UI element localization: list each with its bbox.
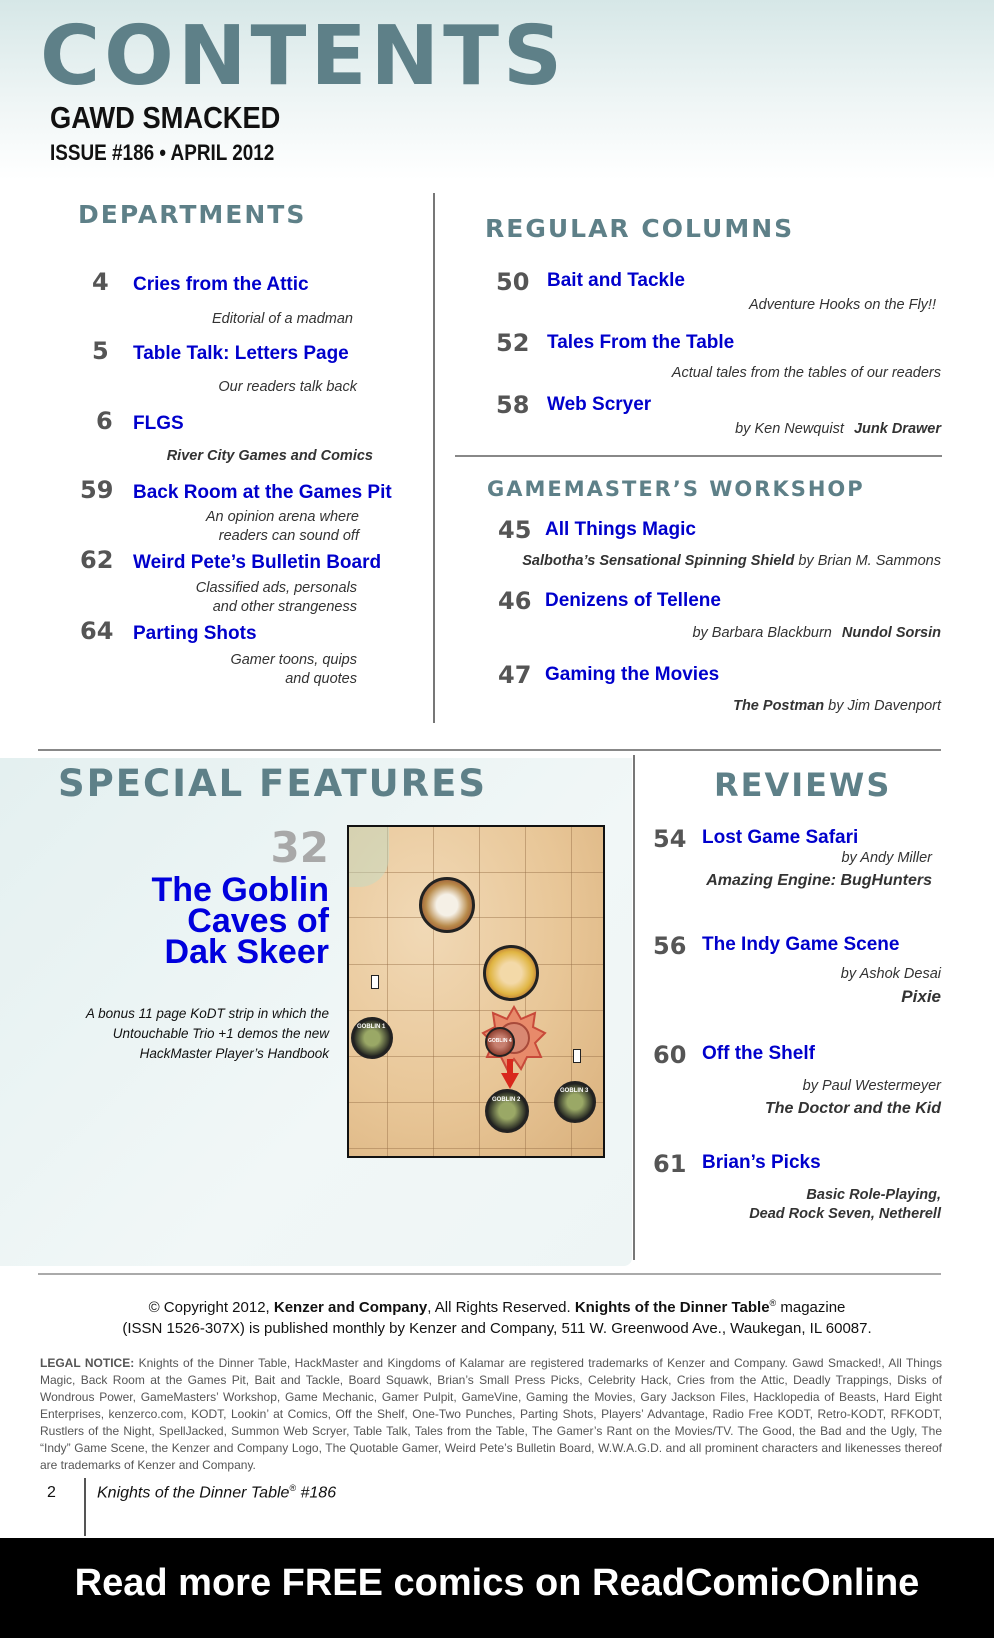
review-subject: Dead Rock Seven, Netherell: [749, 1206, 941, 1222]
publisher-name: Kenzer and Company: [273, 1299, 428, 1316]
review-author: by Ashok Desai: [840, 966, 941, 982]
feature-page-number: 32: [270, 823, 329, 872]
department-title[interactable]: FLGS: [133, 413, 184, 434]
footer-issue: #186: [296, 1484, 337, 1502]
review-page-number: 54: [653, 825, 687, 853]
review-author: by Paul Westermeyer: [802, 1078, 941, 1094]
feature-description-line: HackMaster Player’s Handbook: [139, 1046, 329, 1061]
workshop-description: [522, 552, 941, 571]
feature-item[interactable]: [0, 825, 329, 1064]
review-author: by Andy Miller: [841, 850, 932, 866]
registered-mark: ®: [289, 1483, 297, 1493]
department-title[interactable]: Back Room at the Games Pit: [133, 482, 392, 503]
department-title[interactable]: Parting Shots: [133, 623, 257, 644]
workshop-page-number: 47: [498, 661, 532, 689]
column-title[interactable]: Web Scryer: [547, 394, 652, 415]
review-title[interactable]: Brian’s Picks: [702, 1152, 821, 1173]
review-subject: Pixie: [901, 987, 941, 1006]
column-page-number: 52: [496, 329, 530, 357]
department-description: Classified ads, personals: [195, 580, 357, 596]
column-divider: [633, 755, 635, 1260]
review-page-number: 61: [653, 1150, 687, 1178]
workshop-title[interactable]: Denizens of Tellene: [545, 590, 721, 611]
map-water-area: [349, 827, 389, 887]
department-page-number: 6: [96, 407, 113, 435]
reviews-heading: REVIEWS: [714, 766, 892, 804]
copyright-text: © Copyright 2012,: [148, 1299, 274, 1316]
workshop-title[interactable]: Gaming the Movies: [545, 664, 720, 685]
gm-workshop-heading: GAMEMASTER’S WORKSHOP: [487, 477, 865, 501]
section-divider: [455, 455, 942, 457]
goblin-label: GOBLIN 4: [488, 1038, 512, 1044]
department-title[interactable]: Table Talk: Letters Page: [133, 343, 349, 364]
goblin-token: [485, 1089, 529, 1133]
goblin-token: [485, 1027, 515, 1057]
page-title: CONTENTS: [40, 9, 567, 104]
department-page-number: 59: [80, 476, 114, 504]
departments-heading: DEPARTMENTS: [78, 200, 307, 229]
review-subject: Amazing Engine: BugHunters: [706, 872, 932, 889]
workshop-description: [692, 624, 941, 643]
column-description: [735, 420, 941, 439]
department-description: readers can sound off: [218, 528, 359, 544]
column-page-number: 50: [496, 268, 530, 296]
column-title[interactable]: Bait and Tackle: [547, 270, 685, 291]
column-author: by Ken Newquist: [735, 421, 844, 437]
copyright-notice: [0, 1293, 994, 1339]
department-page-number: 5: [92, 337, 109, 365]
dwarf-token: [419, 877, 475, 933]
department-page-number: 62: [80, 546, 114, 574]
column-topic: Junk Drawer: [853, 421, 941, 437]
footer-divider: [84, 1478, 86, 1536]
goblin-label: GOBLIN 3: [560, 1088, 589, 1094]
department-description: Our readers talk back: [218, 379, 357, 395]
feature-title[interactable]: [0, 871, 329, 971]
workshop-topic: Nundol Sorsin: [841, 625, 941, 641]
column-page-number: 58: [496, 391, 530, 419]
review-page-number: 56: [653, 932, 687, 960]
department-description: An opinion arena where: [205, 509, 359, 525]
workshop-topic: The Postman: [733, 698, 825, 714]
department-title[interactable]: Cries from the Attic: [133, 274, 309, 295]
goblin-label: GOBLIN 2: [492, 1097, 521, 1103]
exclamation-icon: [573, 1049, 581, 1063]
review-title[interactable]: Lost Game Safari: [702, 827, 859, 848]
page-number: 2: [47, 1484, 56, 1501]
comic-preview-image: [347, 825, 605, 1158]
regular-columns-heading: REGULAR COLUMNS: [485, 214, 795, 243]
department-description: River City Games and Comics: [166, 448, 373, 464]
footer-magazine-title: [97, 1483, 336, 1502]
magazine-name: Knights of the Dinner Table: [574, 1299, 770, 1316]
workshop-author: by Jim Davenport: [828, 698, 941, 714]
review-title[interactable]: Off the Shelf: [702, 1043, 815, 1064]
goblin-token: [351, 1017, 393, 1059]
department-title[interactable]: Weird Pete’s Bulletin Board: [133, 552, 382, 573]
workshop-author: by Barbara Blackburn: [692, 625, 832, 641]
feature-description-line: Untouchable Trio +1 demos the new: [112, 1026, 329, 1041]
department-description: Gamer toons, quips: [230, 652, 357, 668]
arrow-down-icon: [501, 1059, 519, 1089]
column-description: Actual tales from the tables of our readers: [671, 365, 941, 381]
column-title[interactable]: Tales From the Table: [547, 332, 735, 353]
column-divider: [433, 193, 435, 723]
copyright-text: magazine: [776, 1299, 846, 1316]
workshop-topic: Salbotha’s Sensational Spinning Shield: [522, 553, 795, 569]
feature-description-line: A bonus 11 page KoDT strip in which the: [85, 1006, 329, 1021]
workshop-page-number: 45: [498, 516, 532, 544]
review-subject: Basic Role-Playing,: [806, 1187, 941, 1203]
goblin-token: [554, 1081, 596, 1123]
feature-title-line: The Goblin: [151, 871, 329, 909]
copyright-line: (ISSN 1526-307X) is published monthly by Kenzer and Company, 511 W. Greenwood Ave., Waukegan, IL 60087.: [122, 1320, 872, 1337]
legal-label: LEGAL NOTICE:: [40, 1356, 135, 1370]
column-description: Adventure Hooks on the Fly!!: [749, 297, 936, 313]
workshop-page-number: 46: [498, 587, 532, 615]
registered-mark: ®: [769, 1298, 777, 1308]
workshop-title[interactable]: All Things Magic: [545, 519, 696, 540]
feature-description: [0, 1004, 329, 1064]
promo-banner-text[interactable]: Read more FREE comics on ReadComicOnline: [74, 1562, 920, 1604]
legal-notice: [40, 1355, 942, 1474]
section-divider: [38, 1273, 941, 1275]
review-subject: The Doctor and the Kid: [765, 1100, 941, 1117]
workshop-author: by Brian M. Sammons: [798, 553, 941, 569]
goblin-label: GOBLIN 1: [357, 1024, 386, 1030]
issue-date: ISSUE #186 • APRIL 2012: [50, 140, 275, 165]
feature-title-line: Caves of: [187, 902, 329, 940]
copyright-line: [0, 1293, 994, 1318]
hero-token: [483, 945, 539, 1001]
department-description: and other strangeness: [212, 599, 357, 615]
review-title[interactable]: The Indy Game Scene: [702, 934, 900, 955]
footer-magazine-name: Knights of the Dinner Table: [97, 1484, 290, 1502]
review-page-number: 60: [653, 1041, 687, 1069]
department-description: and quotes: [285, 671, 357, 687]
copyright-text: , All Rights Reserved.: [427, 1299, 575, 1316]
section-divider: [38, 749, 941, 751]
special-features-heading: SPECIAL FEATURES: [58, 762, 488, 805]
department-page-number: 4: [92, 268, 109, 296]
legal-text: Knights of the Dinner Table, HackMaster and Kingdoms of Kalamar are registered trademarks of Kenzer and Company. Gawd Smacked!, All Things Magic, Back Room at the Games Pit, Bait and Tackle, Board Squawk, Brian’s Small Press Picks, Celebrity Hack, Cries from the Attic, Deadly Trappings, Disks of Wondrous Power, GameMasters’ Workshop, Game Mechanic, Gamer Pulpit, GameVine, Gaming the Movies, Gary Jackson Files, Hacklopedia of Beasts, Hard Eight Enterprises, kenzerco.com, KODT, Lookin’ at Comics, Off the Shelf, One-Two Punches, Parting Shots, Players’ Advantage, Radio Free KODT, Retro-KODT, RFKODT, Rustlers of the Night, SpellJacked, Summon Web Scryer, Table Talk, Tales from the Table, The Gamer’s Rant on the Movies/TV. The Good, the Bad and the Ugly, The “Indy” Game Scene, the Kenzer and Company Logo, The Quotable Gamer, Weird Pete’s Bulletin Board, W.W.A.G.D. and all prominent characters and likenesses thereof are trademarks of Kenzer and Company.: [40, 1356, 942, 1472]
workshop-description: [733, 697, 941, 716]
issue-subtitle: GAWD SMACKED: [50, 100, 281, 135]
feature-title-line: Dak Skeer: [164, 933, 329, 971]
department-page-number: 64: [80, 617, 114, 645]
department-description: Editorial of a madman: [211, 311, 353, 327]
exclamation-icon: [371, 975, 379, 989]
